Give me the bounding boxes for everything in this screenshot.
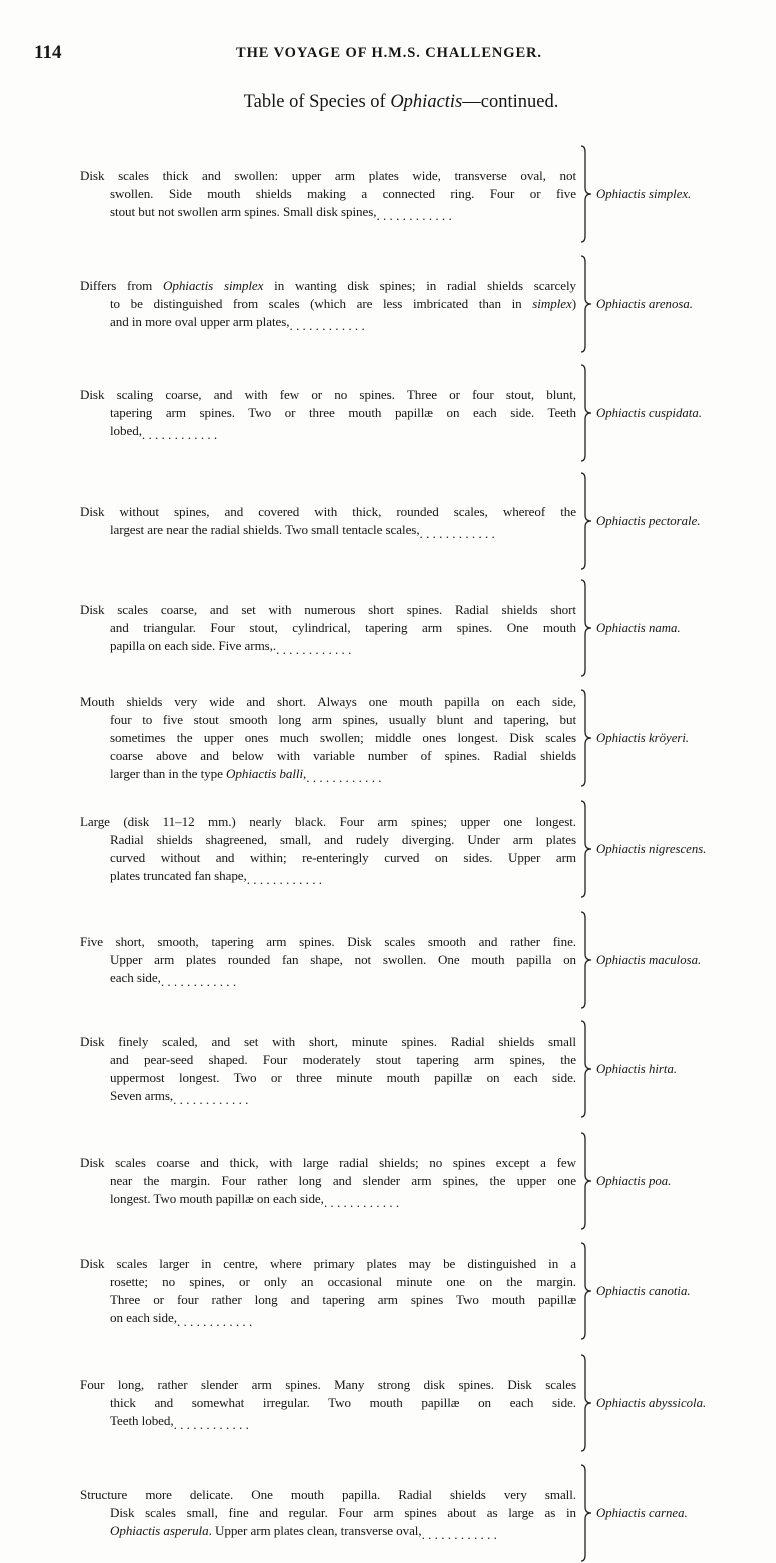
brace — [579, 688, 593, 788]
page-number: 114 — [34, 42, 62, 63]
brace — [579, 254, 593, 354]
text-segment: near the margin. Four rather long and slender arm spines, the upper one — [110, 1172, 576, 1188]
leader-dots: . . . . . . . . . . . . — [376, 207, 452, 222]
text-segment: and in more oval upper arm plates, — [110, 314, 290, 330]
species-description — [80, 601, 576, 655]
text-segment: Disk scales coarse and thick, with large radial shields; no spines except a few — [80, 1154, 576, 1170]
leader-dots: . . . . . . . . . . . . — [141, 426, 218, 441]
species-description — [80, 813, 576, 885]
leader-dots: . . . . . . . . . . . . — [323, 1194, 400, 1209]
description-line — [80, 867, 576, 885]
species-name: Ophiactis abyssicola. — [596, 1395, 707, 1410]
species-description — [80, 277, 576, 331]
text-segment: Radial shields shagreened, small, and rudely diverging. Under arm plates — [110, 831, 576, 847]
description-line — [80, 831, 576, 849]
text-segment: uppermost longest. Two or three minute mouth papillæ on each side. — [110, 1070, 576, 1085]
description-line — [80, 386, 576, 404]
leader-dots: . . . . . . . . . . . . — [276, 641, 352, 656]
brace — [579, 1131, 593, 1231]
leader-dots: . . . . . . . . . . . . — [419, 525, 495, 540]
brace-icon — [579, 1131, 593, 1231]
description-line — [80, 969, 576, 987]
table-title-prefix: Table of Species of — [243, 92, 391, 112]
text-segment: . Upper arm plates clean, transverse oval, — [208, 1523, 422, 1539]
text-segment: Mouth shields very wide and short. Always one mouth papilla on each side, — [80, 693, 576, 709]
text-segment: in wanting disk spines; in radial shields scarcely — [263, 277, 576, 293]
text-segment: to be distinguished from scales (which are less imbricated than in — [110, 295, 533, 311]
species-name: Ophiactis simplex. — [596, 186, 692, 201]
species-name: Ophiactis poa. — [596, 1173, 672, 1188]
species-description — [80, 1376, 576, 1430]
brace-icon — [579, 578, 593, 678]
species-description — [80, 1255, 576, 1327]
species-description — [80, 386, 576, 440]
description-line — [80, 1412, 576, 1430]
description-line — [80, 1069, 576, 1087]
description-line — [80, 1255, 576, 1273]
species-name: Ophiactis kröyeri. — [596, 730, 690, 745]
brace-icon — [579, 1463, 593, 1563]
description-line — [80, 849, 576, 867]
text-segment: four to five stout smooth long arm spines, usually blunt and tapering, but — [110, 711, 576, 727]
species-entry — [80, 799, 740, 899]
species-entry — [80, 1463, 740, 1563]
species-description — [80, 693, 576, 783]
dot-leader — [422, 1526, 572, 1540]
species-entry — [80, 144, 740, 244]
text-segment: each side, — [110, 970, 161, 986]
leader-dots: . . . . . . . . . . . . — [176, 1313, 253, 1328]
dot-leader — [324, 1194, 572, 1208]
leader-dots: . . . . . . . . . . . . — [246, 871, 323, 886]
text-segment: larger than in the type — [110, 766, 227, 782]
text-segment: Three or four rather long and tapering arm spines Two mouth papillæ — [110, 1292, 576, 1307]
description-line — [80, 404, 576, 422]
species-name: Ophiactis nigrescens. — [596, 841, 707, 856]
description-line — [80, 1033, 576, 1051]
italic-name: Ophiactis balli — [226, 766, 304, 782]
leader-dots: . . . . . . . . . . . . — [173, 1416, 249, 1431]
italic-name: Ophiactis simplex — [162, 277, 264, 293]
species-name: Ophiactis cuspidata. — [596, 405, 702, 420]
species-name: Ophiactis carnea. — [596, 1505, 688, 1520]
description-line — [80, 601, 576, 619]
brace — [579, 1241, 593, 1341]
text-segment: Large (disk 11–12 mm.) nearly black. Four arm spines; upper one longest. — [80, 813, 576, 829]
description-line — [80, 167, 576, 185]
text-segment: Upper arm plates rounded fan shape, not swollen. One mouth papilla on — [110, 951, 576, 967]
species-table — [80, 134, 740, 1563]
species-name: Ophiactis hirta. — [596, 1061, 678, 1076]
text-segment: Disk without spines, and covered with thick, rounded scales, whereof the — [80, 503, 576, 519]
description-line — [80, 729, 576, 747]
species-entry — [80, 1131, 740, 1231]
dot-leader — [289, 317, 572, 331]
description-line — [80, 747, 576, 765]
text-segment: curved without and within; re-enteringly curved on sides. Upper arm — [110, 850, 576, 865]
brace-icon — [579, 688, 593, 788]
brace-icon — [579, 1353, 593, 1453]
dot-leader — [142, 426, 572, 440]
brace — [579, 363, 593, 463]
leader-dots: . . . . . . . . . . . . — [289, 317, 365, 332]
description-line — [80, 765, 576, 783]
brace-icon — [579, 144, 593, 244]
brace-icon — [579, 254, 593, 354]
description-line — [80, 637, 576, 655]
description-line — [80, 185, 576, 203]
brace — [579, 144, 593, 244]
text-segment: Disk finely scaled, and set with short, minute spines. Radial shields small — [80, 1033, 576, 1049]
page-header — [0, 42, 776, 66]
description-line — [80, 1154, 576, 1172]
description-line — [80, 1051, 576, 1069]
text-segment: Disk scales thick and swollen: upper arm plates wide, transverse oval, not — [80, 167, 576, 183]
brace — [579, 799, 593, 899]
text-segment: Four long, rather slender arm spines. Many strong disk spines. Disk scales — [80, 1376, 576, 1392]
text-segment: Disk scaling coarse, and with few or no spines. Three or four stout, blunt, — [80, 386, 576, 402]
species-entry — [80, 471, 740, 571]
dot-leader — [177, 1313, 572, 1327]
description-line — [80, 1504, 576, 1522]
description-line — [80, 693, 576, 711]
text-segment: Disk scales larger in centre, where primary plates may be distinguished in a — [80, 1255, 576, 1271]
text-segment: swollen. Side mouth shields making a connected ring. Four or five — [110, 185, 576, 201]
brace — [579, 471, 593, 571]
leader-dots: . . . . . . . . . . . . — [421, 1526, 497, 1541]
species-name: Ophiactis arenosa. — [596, 296, 693, 311]
text-segment: largest are near the radial shields. Two small tentacle scales, — [110, 522, 420, 537]
brace — [579, 1019, 593, 1119]
text-segment: papilla on each side. Five arms,. — [110, 638, 277, 654]
species-entry — [80, 1019, 740, 1119]
text-segment: Disk scales small, fine and regular. Four arm spines about as large as in — [110, 1504, 576, 1520]
leader-dots: . . . . . . . . . . . . — [306, 769, 382, 784]
dot-leader — [174, 1416, 572, 1430]
description-line — [80, 951, 576, 969]
description-line — [80, 203, 576, 221]
leader-dots: . . . . . . . . . . . . — [173, 1091, 249, 1106]
dot-leader — [376, 207, 572, 221]
description-line — [80, 1291, 576, 1309]
species-name: Ophiactis canotia. — [596, 1283, 691, 1298]
dot-leader — [161, 973, 572, 987]
text-segment: , — [303, 766, 307, 782]
dot-leader — [420, 525, 572, 539]
text-segment: lobed, — [110, 423, 142, 439]
brace-icon — [579, 363, 593, 463]
text-segment: stout but not swollen arm spines. Small disk spines, — [110, 204, 377, 220]
text-segment: on each side, — [110, 1310, 177, 1326]
brace-icon — [579, 799, 593, 899]
description-line — [80, 619, 576, 637]
species-entry — [80, 254, 740, 354]
species-name: Ophiactis nama. — [596, 620, 681, 635]
dot-leader — [247, 871, 572, 885]
brace — [579, 1353, 593, 1453]
text-segment: rosette; no spines, or only an occasional minute one on the margin. — [110, 1273, 576, 1289]
text-segment: coarse above and below with variable number of spines. Radial shields — [110, 748, 576, 764]
running-title: THE VOYAGE OF H.M.S. CHALLENGER. — [236, 45, 542, 61]
dot-leader — [276, 641, 572, 655]
text-segment: Seven arms, — [110, 1088, 174, 1104]
text-segment: thick and somewhat irregular. Two mouth papillæ on each side. — [110, 1394, 576, 1410]
description-line — [80, 1309, 576, 1327]
description-line — [80, 1486, 576, 1504]
species-entry — [80, 363, 740, 463]
text-segment: Differs from — [80, 277, 163, 293]
italic-name: Ophiactis asperula — [110, 1523, 209, 1539]
brace — [579, 910, 593, 1010]
dot-leader — [306, 769, 572, 783]
description-line — [80, 1273, 576, 1291]
species-entry — [80, 910, 740, 1010]
species-entry — [80, 1241, 740, 1341]
description-line — [80, 1394, 576, 1412]
text-segment: sometimes the upper ones much swollen; middle ones longest. Disk scales — [110, 729, 576, 745]
species-description — [80, 1154, 576, 1208]
species-description — [80, 503, 576, 539]
table-title-suffix: —continued. — [462, 92, 559, 112]
species-entry — [80, 578, 740, 678]
description-line — [80, 1522, 576, 1540]
species-description — [80, 933, 576, 987]
text-segment: Teeth lobed, — [110, 1413, 174, 1429]
brace-icon — [579, 1241, 593, 1341]
text-segment: longest. Two mouth papillæ on each side, — [110, 1191, 324, 1207]
description-line — [80, 295, 576, 313]
leader-dots: . . . . . . . . . . . . — [160, 973, 237, 988]
brace — [579, 1463, 593, 1563]
text-segment: and pear-seed shaped. Four moderately stout tapering arm spines, the — [110, 1051, 576, 1067]
description-line — [80, 521, 576, 539]
species-description — [80, 167, 576, 221]
description-line — [80, 1190, 576, 1208]
species-description — [80, 1486, 576, 1540]
description-line — [80, 503, 576, 521]
table-title — [0, 92, 776, 113]
brace-icon — [579, 1019, 593, 1119]
text-segment: tapering arm spines. Two or three mouth papillæ on each side. Teeth — [110, 404, 576, 420]
text-segment: and triangular. Four stout, cylindrical, tapering arm spines. One mouth — [110, 619, 576, 635]
description-line — [80, 813, 576, 831]
description-line — [80, 313, 576, 331]
species-description — [80, 1033, 576, 1105]
description-line — [80, 1087, 576, 1105]
italic-name: simplex — [532, 295, 572, 311]
description-line — [80, 1376, 576, 1394]
text-segment: Disk scales coarse, and set with numerous short spines. Radial shields short — [80, 601, 576, 617]
description-line — [80, 711, 576, 729]
species-entry — [80, 688, 740, 788]
table-title-genus: Ophiactis — [390, 92, 463, 112]
text-segment: Five short, smooth, tapering arm spines. Disk scales smooth and rather fine. — [80, 933, 576, 949]
text-segment: plates truncated fan shape, — [110, 868, 247, 884]
description-line — [80, 422, 576, 440]
brace-icon — [579, 910, 593, 1010]
species-entry — [80, 1353, 740, 1453]
brace-icon — [579, 471, 593, 571]
brace — [579, 578, 593, 678]
description-line — [80, 933, 576, 951]
species-name: Ophiactis pectorale. — [596, 513, 701, 528]
species-name: Ophiactis maculosa. — [596, 952, 702, 967]
description-line — [80, 277, 576, 295]
dot-leader — [173, 1091, 572, 1105]
text-segment: Structure more delicate. One mouth papilla. Radial shields very small. — [80, 1486, 576, 1502]
text-segment: ) — [571, 295, 576, 311]
description-line — [80, 1172, 576, 1190]
